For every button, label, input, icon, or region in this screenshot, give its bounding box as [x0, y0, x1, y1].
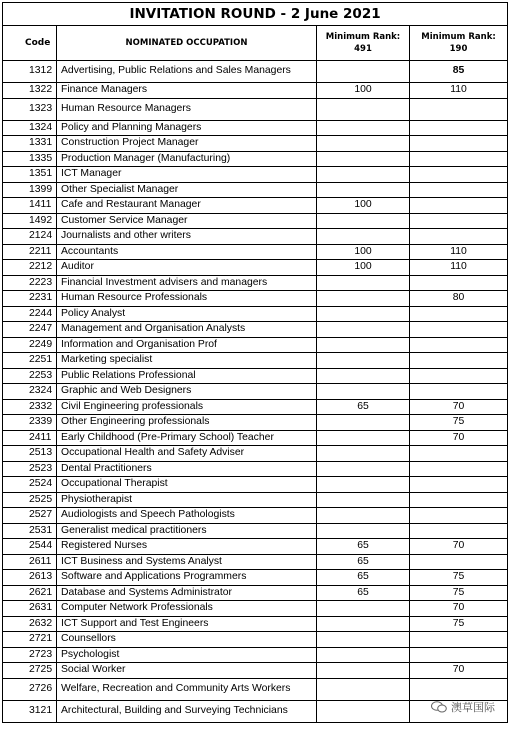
header-min-rank-491-label: Minimum Rank: — [325, 32, 401, 42]
occupation-cell: Occupational Health and Safety Adviser — [57, 446, 317, 462]
min-rank-491-cell — [317, 492, 410, 508]
min-rank-190-cell — [410, 477, 508, 493]
table-row — [3, 151, 508, 167]
code-cell: 2212 — [3, 260, 57, 276]
min-rank-491-cell — [317, 461, 410, 477]
min-rank-491-cell — [317, 415, 410, 431]
occupation-cell: Auditor — [57, 260, 317, 276]
min-rank-491-cell — [317, 182, 410, 198]
min-rank-190-cell: 110 — [410, 244, 508, 260]
header-min-rank-190 — [410, 26, 508, 61]
occupation-cell: Occupational Therapist — [57, 477, 317, 493]
table-row — [3, 306, 508, 322]
code-cell: 2249 — [3, 337, 57, 353]
code-cell: 2613 — [3, 570, 57, 586]
min-rank-190-cell: 70 — [410, 430, 508, 446]
min-rank-190-cell — [410, 306, 508, 322]
code-cell: 2124 — [3, 229, 57, 245]
header-min-rank-491-visa: 491 — [354, 44, 372, 54]
table-row — [3, 353, 508, 369]
header-min-rank-491 — [317, 26, 410, 61]
code-cell: 2525 — [3, 492, 57, 508]
table-row — [3, 61, 508, 83]
table-row — [3, 492, 508, 508]
min-rank-190-cell — [410, 492, 508, 508]
code-cell: 2524 — [3, 477, 57, 493]
occupation-cell: Customer Service Manager — [57, 213, 317, 229]
table-row — [3, 244, 508, 260]
occupation-cell: Finance Managers — [57, 83, 317, 99]
code-cell: 1322 — [3, 83, 57, 99]
min-rank-190-cell: 70 — [410, 399, 508, 415]
code-cell: 1411 — [3, 198, 57, 214]
table-row — [3, 461, 508, 477]
min-rank-491-cell — [317, 700, 410, 722]
min-rank-491-cell — [317, 120, 410, 136]
min-rank-491-cell — [317, 368, 410, 384]
code-cell: 2513 — [3, 446, 57, 462]
table-row — [3, 678, 508, 700]
min-rank-190-cell — [410, 167, 508, 183]
occupation-cell: Cafe and Restaurant Manager — [57, 198, 317, 214]
occupation-cell: Database and Systems Administrator — [57, 585, 317, 601]
occupation-cell: Welfare, Recreation and Community Arts Workers — [57, 678, 317, 700]
min-rank-491-cell — [317, 306, 410, 322]
table-row — [3, 136, 508, 152]
min-rank-190-cell: 70 — [410, 663, 508, 679]
min-rank-190-cell — [410, 229, 508, 245]
min-rank-190-cell — [410, 182, 508, 198]
min-rank-491-cell — [317, 337, 410, 353]
code-cell: 2726 — [3, 678, 57, 700]
occupation-cell: Generalist medical practitioners — [57, 523, 317, 539]
min-rank-491-cell: 65 — [317, 554, 410, 570]
table-row — [3, 198, 508, 214]
occupation-cell: ICT Support and Test Engineers — [57, 616, 317, 632]
table-row — [3, 275, 508, 291]
occupation-cell: Architectural, Building and Surveying Technicians — [57, 700, 317, 722]
min-rank-491-cell — [317, 151, 410, 167]
min-rank-190-cell: 70 — [410, 601, 508, 617]
occupation-cell: Policy Analyst — [57, 306, 317, 322]
min-rank-491-cell: 100 — [317, 83, 410, 99]
code-cell: 2253 — [3, 368, 57, 384]
min-rank-190-cell — [410, 213, 508, 229]
table-row — [3, 98, 508, 120]
min-rank-491-cell — [317, 632, 410, 648]
occupation-cell: Human Resource Managers — [57, 98, 317, 120]
occupation-cell: Counsellors — [57, 632, 317, 648]
min-rank-491-cell — [317, 523, 410, 539]
table-row — [3, 213, 508, 229]
occupation-cell: Public Relations Professional — [57, 368, 317, 384]
code-cell: 2324 — [3, 384, 57, 400]
occupation-cell: ICT Manager — [57, 167, 317, 183]
min-rank-190-cell — [410, 322, 508, 338]
min-rank-491-cell — [317, 601, 410, 617]
occupation-cell: Graphic and Web Designers — [57, 384, 317, 400]
min-rank-190-cell: 70 — [410, 539, 508, 555]
min-rank-190-cell — [410, 446, 508, 462]
code-cell: 2339 — [3, 415, 57, 431]
min-rank-190-cell: 75 — [410, 415, 508, 431]
table-row — [3, 663, 508, 679]
min-rank-190-cell — [410, 523, 508, 539]
min-rank-491-cell — [317, 229, 410, 245]
min-rank-491-cell — [317, 98, 410, 120]
table-row — [3, 477, 508, 493]
min-rank-491-cell: 100 — [317, 198, 410, 214]
code-cell: 1324 — [3, 120, 57, 136]
occupation-cell: Financial Investment advisers and managers — [57, 275, 317, 291]
table-row — [3, 120, 508, 136]
occupation-cell: Other Specialist Manager — [57, 182, 317, 198]
code-cell: 2611 — [3, 554, 57, 570]
min-rank-491-cell — [317, 508, 410, 524]
table-row — [3, 399, 508, 415]
min-rank-190-cell — [410, 647, 508, 663]
min-rank-491-cell — [317, 477, 410, 493]
min-rank-491-cell — [317, 353, 410, 369]
table-row — [3, 430, 508, 446]
min-rank-190-cell: 75 — [410, 585, 508, 601]
min-rank-190-cell — [410, 368, 508, 384]
occupation-cell: Audiologists and Speech Pathologists — [57, 508, 317, 524]
table-row — [3, 570, 508, 586]
code-cell: 2247 — [3, 322, 57, 338]
table-row — [3, 523, 508, 539]
occupation-cell: Psychologist — [57, 647, 317, 663]
min-rank-190-cell — [410, 678, 508, 700]
occupation-cell: Civil Engineering professionals — [57, 399, 317, 415]
min-rank-491-cell — [317, 430, 410, 446]
code-cell: 2223 — [3, 275, 57, 291]
min-rank-491-cell — [317, 678, 410, 700]
header-occupation: NOMINATED OCCUPATION — [57, 26, 317, 61]
table-row — [3, 647, 508, 663]
min-rank-491-cell: 100 — [317, 244, 410, 260]
table-row — [3, 554, 508, 570]
occupation-cell: Other Engineering professionals — [57, 415, 317, 431]
code-cell: 2632 — [3, 616, 57, 632]
min-rank-190-cell — [410, 198, 508, 214]
occupation-cell: Physiotherapist — [57, 492, 317, 508]
min-rank-190-cell — [410, 275, 508, 291]
min-rank-190-cell — [410, 632, 508, 648]
occupation-cell: Human Resource Professionals — [57, 291, 317, 307]
min-rank-491-cell — [317, 167, 410, 183]
min-rank-190-cell — [410, 384, 508, 400]
code-cell: 1399 — [3, 182, 57, 198]
table-row — [3, 616, 508, 632]
table-row — [3, 601, 508, 617]
min-rank-190-cell: 75 — [410, 616, 508, 632]
occupation-cell: Production Manager (Manufacturing) — [57, 151, 317, 167]
min-rank-190-cell: 110 — [410, 260, 508, 276]
wechat-icon — [431, 701, 447, 713]
min-rank-491-cell — [317, 616, 410, 632]
occupation-cell: Marketing specialist — [57, 353, 317, 369]
occupation-cell: Computer Network Professionals — [57, 601, 317, 617]
code-cell: 2725 — [3, 663, 57, 679]
code-cell: 2723 — [3, 647, 57, 663]
min-rank-491-cell — [317, 663, 410, 679]
min-rank-190-cell — [410, 136, 508, 152]
min-rank-491-cell — [317, 61, 410, 83]
code-cell: 2527 — [3, 508, 57, 524]
table-row — [3, 508, 508, 524]
table-row — [3, 585, 508, 601]
min-rank-190-cell — [410, 120, 508, 136]
min-rank-190-cell: 80 — [410, 291, 508, 307]
code-cell: 2544 — [3, 539, 57, 555]
min-rank-190-cell: 110 — [410, 83, 508, 99]
min-rank-190-cell: 75 — [410, 570, 508, 586]
code-cell: 2231 — [3, 291, 57, 307]
min-rank-190-cell — [410, 508, 508, 524]
code-cell: 1492 — [3, 213, 57, 229]
min-rank-491-cell — [317, 446, 410, 462]
min-rank-491-cell: 100 — [317, 260, 410, 276]
code-cell: 2251 — [3, 353, 57, 369]
min-rank-491-cell — [317, 647, 410, 663]
table-row — [3, 83, 508, 99]
invitation-round-table — [2, 2, 508, 723]
table-row — [3, 322, 508, 338]
code-cell: 1335 — [3, 151, 57, 167]
min-rank-491-cell: 65 — [317, 585, 410, 601]
occupation-cell: Information and Organisation Prof — [57, 337, 317, 353]
min-rank-190-cell — [410, 554, 508, 570]
table-row — [3, 632, 508, 648]
table-row — [3, 446, 508, 462]
table-row — [3, 291, 508, 307]
header-min-rank-190-visa: 190 — [449, 44, 468, 54]
table-row — [3, 368, 508, 384]
watermark-text: 澳草国际 — [451, 701, 495, 714]
occupation-cell: ICT Business and Systems Analyst — [57, 554, 317, 570]
table-row — [3, 167, 508, 183]
code-cell: 1351 — [3, 167, 57, 183]
table-row — [3, 229, 508, 245]
min-rank-491-cell — [317, 136, 410, 152]
occupation-cell: Management and Organisation Analysts — [57, 322, 317, 338]
table-row — [3, 415, 508, 431]
occupation-cell: Accountants — [57, 244, 317, 260]
code-cell: 2411 — [3, 430, 57, 446]
min-rank-491-cell — [317, 384, 410, 400]
min-rank-491-cell — [317, 213, 410, 229]
code-cell: 2631 — [3, 601, 57, 617]
watermark — [431, 699, 495, 715]
header-code: Code — [3, 26, 57, 61]
occupation-cell: Journalists and other writers — [57, 229, 317, 245]
occupation-cell: Early Childhood (Pre-Primary School) Teacher — [57, 430, 317, 446]
min-rank-491-cell — [317, 291, 410, 307]
code-cell: 1331 — [3, 136, 57, 152]
code-cell: 1323 — [3, 98, 57, 120]
code-cell: 2621 — [3, 585, 57, 601]
occupation-cell: Registered Nurses — [57, 539, 317, 555]
code-cell: 2332 — [3, 399, 57, 415]
occupation-cell: Software and Applications Programmers — [57, 570, 317, 586]
occupation-cell: Construction Project Manager — [57, 136, 317, 152]
occupation-cell: Social Worker — [57, 663, 317, 679]
table-row — [3, 539, 508, 555]
header-min-rank-190-label: Minimum Rank: — [421, 32, 496, 42]
min-rank-190-cell: 85 — [410, 61, 508, 83]
code-cell: 2531 — [3, 523, 57, 539]
table-row — [3, 337, 508, 353]
code-cell: 2211 — [3, 244, 57, 260]
code-cell: 3121 — [3, 700, 57, 722]
code-cell: 2523 — [3, 461, 57, 477]
min-rank-190-cell — [410, 337, 508, 353]
min-rank-491-cell: 65 — [317, 539, 410, 555]
min-rank-190-cell — [410, 151, 508, 167]
min-rank-190-cell — [410, 353, 508, 369]
table-row — [3, 384, 508, 400]
code-cell: 2244 — [3, 306, 57, 322]
min-rank-190-cell — [410, 461, 508, 477]
table-title: INVITATION ROUND - 2 June 2021 — [3, 3, 508, 26]
table-row — [3, 260, 508, 276]
occupation-cell: Advertising, Public Relations and Sales Managers — [57, 61, 317, 83]
occupation-cell: Policy and Planning Managers — [57, 120, 317, 136]
min-rank-491-cell: 65 — [317, 399, 410, 415]
min-rank-491-cell — [317, 275, 410, 291]
table-row — [3, 182, 508, 198]
min-rank-491-cell — [317, 322, 410, 338]
min-rank-491-cell: 65 — [317, 570, 410, 586]
code-cell: 2721 — [3, 632, 57, 648]
code-cell: 1312 — [3, 61, 57, 83]
min-rank-190-cell — [410, 98, 508, 120]
occupation-cell: Dental Practitioners — [57, 461, 317, 477]
